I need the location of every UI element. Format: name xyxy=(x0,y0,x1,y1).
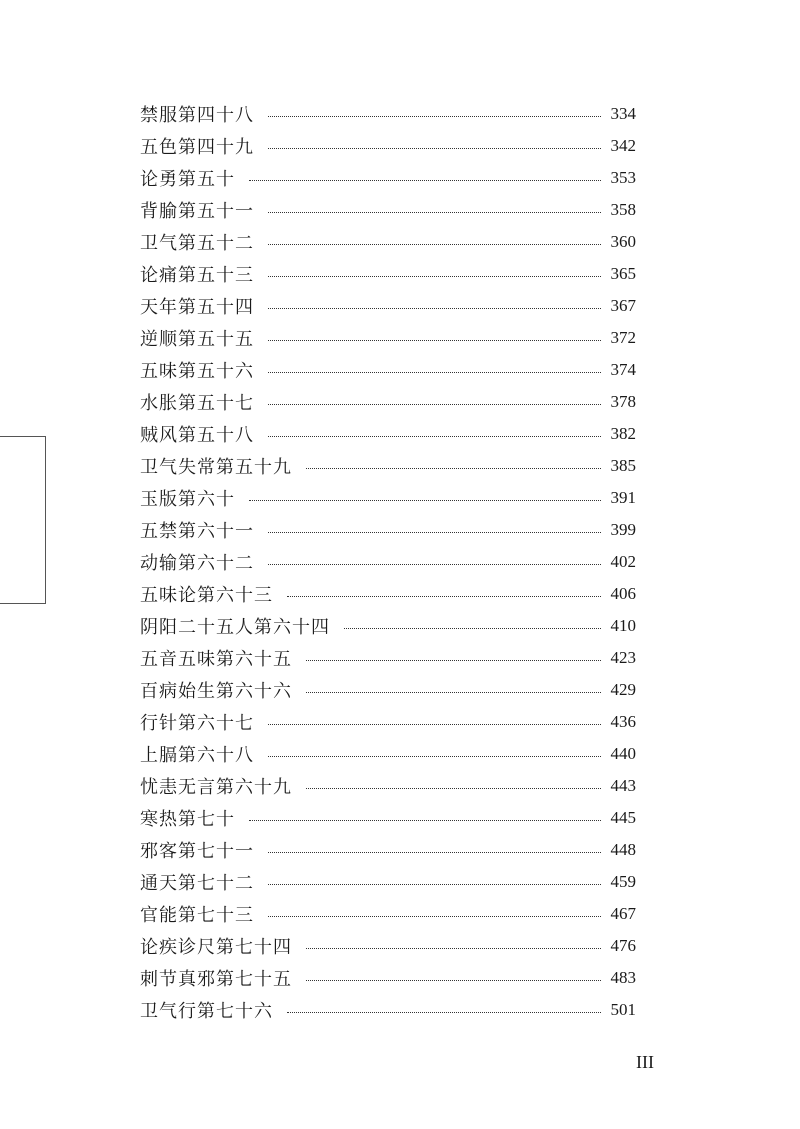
toc-entry-page: 358 xyxy=(610,200,636,219)
dot-leader xyxy=(249,500,601,501)
toc-entry[interactable] xyxy=(140,770,636,802)
toc-entry-title: 百病始生第六十六 xyxy=(140,681,292,702)
toc-entry[interactable] xyxy=(140,514,636,546)
toc-entry[interactable] xyxy=(140,290,636,322)
toc-entry-page: 353 xyxy=(610,168,636,187)
toc-entry-title: 论痛第五十三 xyxy=(140,265,254,286)
toc-entry-title: 上膈第六十八 xyxy=(140,745,254,766)
toc-entry[interactable] xyxy=(140,258,636,290)
toc-entry[interactable] xyxy=(140,578,636,610)
toc-entry-title: 寒热第七十 xyxy=(140,809,235,830)
toc-entry[interactable] xyxy=(140,194,636,226)
toc-entry-page: 378 xyxy=(610,392,636,411)
toc-entry[interactable] xyxy=(140,386,636,418)
side-tab-marker xyxy=(0,436,46,604)
toc-entry-title: 阴阳二十五人第六十四 xyxy=(140,617,330,638)
toc-entry-page: 406 xyxy=(610,584,636,603)
toc-entry-page: 385 xyxy=(610,456,636,475)
toc-entry-page: 445 xyxy=(610,808,636,827)
toc-entry-page: 367 xyxy=(610,296,636,315)
toc-entry-page: 382 xyxy=(610,424,636,443)
toc-entry[interactable] xyxy=(140,162,636,194)
toc-entry-title: 论疾诊尺第七十四 xyxy=(140,937,292,958)
toc-entry[interactable] xyxy=(140,962,636,994)
toc-entry-title: 贼风第五十八 xyxy=(140,425,254,446)
toc-entry-page: 440 xyxy=(610,744,636,763)
toc-entry-page: 399 xyxy=(610,520,636,539)
toc-entry-title: 禁服第四十八 xyxy=(140,105,254,126)
toc-entry-title: 卫气失常第五十九 xyxy=(140,457,292,478)
toc-entry-page: 429 xyxy=(610,680,636,699)
toc-entry-title: 卫气行第七十六 xyxy=(140,1001,273,1022)
toc-entry[interactable] xyxy=(140,450,636,482)
dot-leader xyxy=(306,660,601,661)
toc-entry-title: 论勇第五十 xyxy=(140,169,235,190)
dot-leader xyxy=(268,884,601,885)
toc-entry-title: 背腧第五十一 xyxy=(140,201,254,222)
toc-entry-page: 423 xyxy=(610,648,636,667)
page-number: III xyxy=(636,1052,654,1072)
toc-entry-title: 刺节真邪第七十五 xyxy=(140,969,292,990)
dot-leader xyxy=(249,180,601,181)
toc-entry-page: 459 xyxy=(610,872,636,891)
dot-leader xyxy=(268,308,601,309)
dot-leader xyxy=(268,756,601,757)
dot-leader xyxy=(268,436,601,437)
toc-entry-title: 通天第七十二 xyxy=(140,873,254,894)
dot-leader xyxy=(306,692,601,693)
toc-entry-title: 玉版第六十 xyxy=(140,489,235,510)
toc-entry-page: 402 xyxy=(610,552,636,571)
toc-entry[interactable] xyxy=(140,130,636,162)
toc-entry[interactable] xyxy=(140,930,636,962)
dot-leader xyxy=(268,372,601,373)
dot-leader xyxy=(344,628,601,629)
toc-entry-title: 五音五味第六十五 xyxy=(140,649,292,670)
toc-entry[interactable] xyxy=(140,610,636,642)
toc-entry[interactable] xyxy=(140,226,636,258)
dot-leader xyxy=(306,948,601,949)
toc-entry-title: 五禁第六十一 xyxy=(140,521,254,542)
dot-leader xyxy=(306,980,601,981)
dot-leader xyxy=(268,212,601,213)
toc-entry-title: 动输第六十二 xyxy=(140,553,254,574)
toc-entry[interactable] xyxy=(140,738,636,770)
toc-entry-title: 天年第五十四 xyxy=(140,297,254,318)
dot-leader xyxy=(268,532,601,533)
dot-leader xyxy=(287,1012,601,1013)
toc-entry-page: 391 xyxy=(610,488,636,507)
toc-entry-title: 忧恚无言第六十九 xyxy=(140,777,292,798)
toc-entry[interactable] xyxy=(140,482,636,514)
toc-entry-title: 逆顺第五十五 xyxy=(140,329,254,350)
toc-entry-title: 五色第四十九 xyxy=(140,137,254,158)
table-of-contents xyxy=(140,98,636,1026)
toc-entry-page: 360 xyxy=(610,232,636,251)
dot-leader xyxy=(287,596,601,597)
toc-entry-page: 410 xyxy=(610,616,636,635)
toc-entry-page: 501 xyxy=(610,1000,636,1019)
toc-entry-page: 483 xyxy=(610,968,636,987)
toc-entry[interactable] xyxy=(140,322,636,354)
toc-entry-page: 443 xyxy=(610,776,636,795)
toc-entry-title: 水胀第五十七 xyxy=(140,393,254,414)
toc-entry[interactable] xyxy=(140,834,636,866)
dot-leader xyxy=(249,820,601,821)
toc-entry-title: 邪客第七十一 xyxy=(140,841,254,862)
toc-entry[interactable] xyxy=(140,642,636,674)
toc-entry-title: 卫气第五十二 xyxy=(140,233,254,254)
toc-entry-page: 334 xyxy=(610,104,636,123)
dot-leader xyxy=(268,404,601,405)
toc-entry-title: 官能第七十三 xyxy=(140,905,254,926)
dot-leader xyxy=(306,788,601,789)
toc-entry-page: 476 xyxy=(610,936,636,955)
dot-leader xyxy=(268,340,601,341)
dot-leader xyxy=(268,852,601,853)
toc-entry-page: 372 xyxy=(610,328,636,347)
toc-entry-page: 374 xyxy=(610,360,636,379)
dot-leader xyxy=(268,276,601,277)
toc-entry-title: 五味论第六十三 xyxy=(140,585,273,606)
dot-leader xyxy=(268,148,601,149)
toc-entry[interactable] xyxy=(140,354,636,386)
toc-entry[interactable] xyxy=(140,994,636,1026)
dot-leader xyxy=(268,244,601,245)
toc-entry-page: 448 xyxy=(610,840,636,859)
toc-entry[interactable] xyxy=(140,98,636,130)
dot-leader xyxy=(268,564,601,565)
toc-entry-page: 436 xyxy=(610,712,636,731)
toc-entry-title: 行针第六十七 xyxy=(140,713,254,734)
dot-leader xyxy=(268,916,601,917)
toc-entry[interactable] xyxy=(140,802,636,834)
dot-leader xyxy=(268,116,601,117)
toc-entry[interactable] xyxy=(140,418,636,450)
toc-entry-page: 467 xyxy=(610,904,636,923)
toc-entry[interactable] xyxy=(140,706,636,738)
toc-entry[interactable] xyxy=(140,674,636,706)
toc-entry-page: 342 xyxy=(610,136,636,155)
toc-entry-title: 五味第五十六 xyxy=(140,361,254,382)
toc-entry[interactable] xyxy=(140,546,636,578)
toc-entry[interactable] xyxy=(140,898,636,930)
dot-leader xyxy=(306,468,601,469)
dot-leader xyxy=(268,724,601,725)
toc-entry[interactable] xyxy=(140,866,636,898)
toc-entry-page: 365 xyxy=(610,264,636,283)
